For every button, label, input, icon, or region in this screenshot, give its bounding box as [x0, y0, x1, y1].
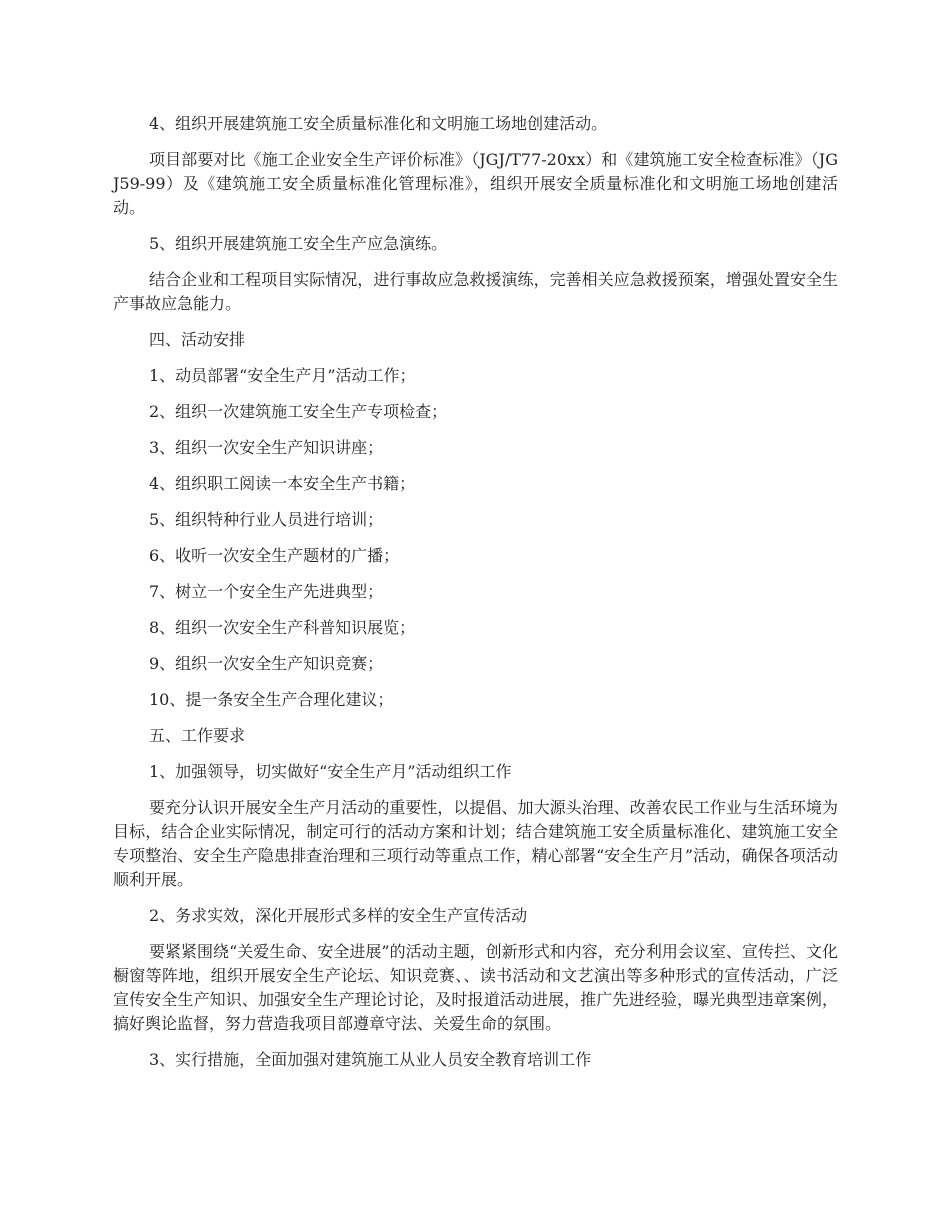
subheading-2: 2、务求实效，深化开展形式多样的安全生产宣传活动 [149, 906, 528, 925]
paragraph-body-1: 要充分认识开展安全生产月活动的重要性，以提倡、加大源头治理、改善农民工作业与生活环境为目标，结合企业实际情况，制定可行的活动方案和计划；结合建筑施工安全质量标准化、建筑施工安全专项整治、安全生产隐患排查治理和三项行动等重点工作，精心部署“安全生产月”活动，确保各项活动顺利开展。 [113, 798, 838, 889]
list-item: 7、树立一个安全生产先进典型； [149, 582, 384, 601]
list-item: 1、动员部署“安全生产月”活动工作； [149, 366, 416, 385]
list-item: 4、组织职工阅读一本安全生产书籍； [149, 474, 416, 493]
paragraph-4: 结合企业和工程项目实际情况，进行事故应急救援演练，完善相关应急救援预案，增强处置安全生产事故应急能力。 [113, 270, 838, 313]
list-item: 10、提一条安全生产合理化建议； [149, 690, 394, 709]
list-item: 2、组织一次建筑施工安全生产专项检查； [149, 402, 448, 421]
subheading-3: 3、实行措施，全面加强对建筑施工从业人员安全教育培训工作 [149, 1050, 592, 1069]
document-page [113, 112, 838, 1072]
list-item: 3、组织一次安全生产知识讲座； [149, 438, 384, 457]
section-heading-4: 四、活动安排 [149, 330, 246, 349]
list-item: 9、组织一次安全生产知识竞赛； [149, 654, 384, 673]
list-item: 8、组织一次安全生产科普知识展览； [149, 618, 416, 637]
list-item: 6、收听一次安全生产题材的广播； [149, 546, 400, 565]
section-heading-5: 五、工作要求 [149, 726, 246, 745]
paragraph-body-2: 要紧紧围绕“关爱生命、安全进展”的活动主题，创新形式和内容，充分利用会议室、宣传拦、文化橱窗等阵地，组织开展安全生产论坛、知识竞赛、、读书活动和文艺演出等多种形式的宣传活动，广泛宣传安全生产知识、加强安全生产理论讨论，及时报道活动进展，推广先进经验，曝光典型违章案例，搞好舆论监督，努力营造我项目部遵章守法、关爱生命的氛围。 [113, 942, 838, 1033]
paragraph-1: 4、组织开展建筑施工安全质量标准化和文明施工场地创建活动。 [149, 114, 608, 133]
subheading-1: 1、加强领导，切实做好“安全生产月”活动组织工作 [149, 762, 512, 781]
paragraph-3: 5、组织开展建筑施工安全生产应急演练。 [149, 234, 448, 253]
paragraph-2: 项目部要对比《施工企业安全生产评价标准》（JGJ/T77-20xx）和《建筑施工安全检查标准》（JGJ59-99）及《建筑施工安全质量标准化管理标准》，组织开展安全质量标准化和文明施工场地创建活动。 [113, 150, 838, 217]
list-item: 5、组织特种行业人员进行培训； [149, 510, 384, 529]
